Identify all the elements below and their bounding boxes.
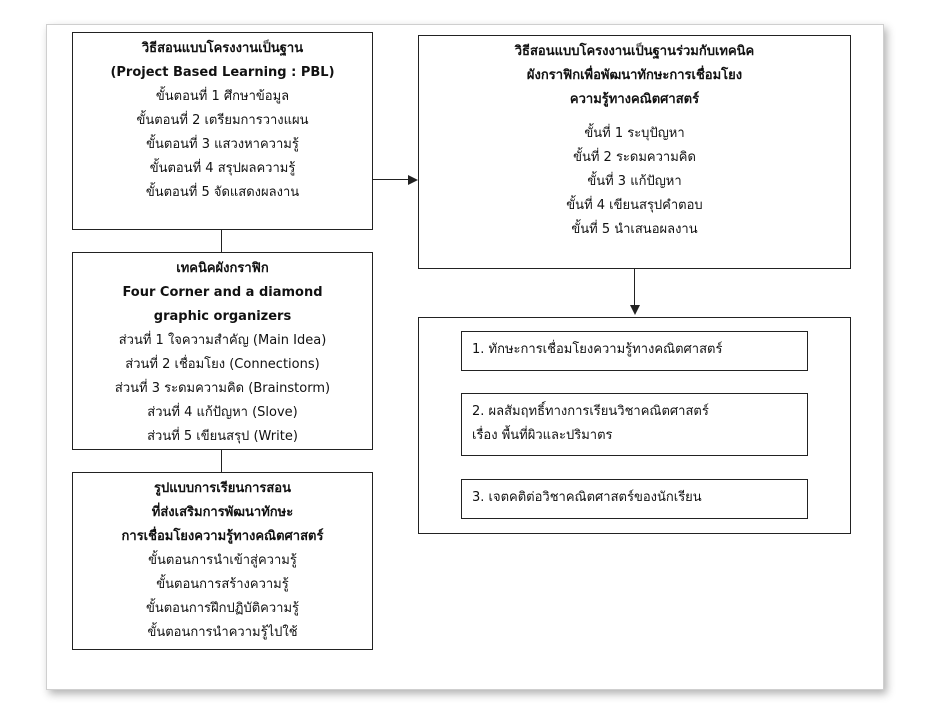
model-title: การเชื่อมโยงความรู้ทางคณิตศาสตร์	[121, 529, 324, 544]
pbl-title: วิธีสอนแบบโครงงานเป็นฐาน	[141, 41, 304, 56]
pbl-step: ขั้นตอนที่ 1 ศึกษาข้อมูล	[155, 89, 290, 104]
arrow-down-icon	[630, 305, 640, 315]
graphic-title: เทคนิคผังกราฟิก	[176, 261, 269, 276]
connector-line	[221, 450, 222, 472]
outcome-item	[461, 331, 808, 371]
graphic-part: ส่วนที่ 1 ใจความสำคัญ (Main Idea)	[118, 333, 327, 348]
connector-line	[221, 230, 222, 252]
outcome-text: เรื่อง พื้นที่ผิวและปริมาตร	[472, 428, 613, 443]
model-step: ขั้นตอนการฝึกปฏิบัติความรู้	[145, 601, 300, 616]
combined-method-box	[418, 35, 851, 269]
pbl-method-box	[72, 32, 373, 230]
model-title: รูปแบบการเรียนการสอน	[154, 481, 291, 496]
graphic-part: ส่วนที่ 2 เชื่อมโยง (Connections)	[125, 357, 320, 372]
graphic-subtitle: Four Corner and a diamond	[122, 285, 323, 300]
outcome-text: 1. ทักษะการเชื่อมโยงความรู้ทางคณิตศาสตร์	[472, 342, 723, 357]
pbl-step: ขั้นตอนที่ 3 แสวงหาความรู้	[146, 137, 299, 152]
combined-step: ขั้นที่ 5 นำเสนอผลงาน	[571, 222, 698, 237]
combined-step: ขั้นที่ 3 แก้ปัญหา	[587, 174, 682, 189]
teaching-model-box	[72, 472, 373, 650]
pbl-step: ขั้นตอนที่ 5 จัดแสดงผลงาน	[145, 185, 300, 200]
graphic-organizer-box	[72, 252, 373, 450]
model-step: ขั้นตอนการนำความรู้ไปใช้	[147, 625, 298, 640]
combined-step: ขั้นที่ 2 ระดมความคิด	[573, 150, 696, 165]
outcome-item	[461, 393, 808, 456]
combined-step: ขั้นที่ 1 ระบุปัญหา	[584, 126, 685, 141]
model-title: ที่ส่งเสริมการพัฒนาทักษะ	[151, 505, 294, 520]
combined-title: ผังกราฟิกเพื่อพัฒนาทักษะการเชื่อมโยง	[526, 68, 743, 83]
arrow-line	[634, 269, 635, 307]
pbl-step: ขั้นตอนที่ 2 เตรียมการวางแผน	[136, 113, 309, 128]
pbl-subtitle: (Project Based Learning : PBL)	[110, 65, 335, 80]
graphic-part: ส่วนที่ 4 แก้ปัญหา (Slove)	[147, 405, 298, 420]
model-step: ขั้นตอนการนำเข้าสู่ความรู้	[148, 553, 297, 568]
outcome-text: 3. เจตคติต่อวิชาคณิตศาสตร์ของนักเรียน	[472, 490, 702, 505]
outcome-text: 2. ผลสัมฤทธิ์ทางการเรียนวิชาคณิตศาสตร์	[472, 404, 709, 419]
graphic-subtitle: graphic organizers	[153, 309, 292, 324]
combined-title: ความรู้ทางคณิตศาสตร์	[569, 92, 700, 107]
combined-step: ขั้นที่ 4 เขียนสรุปคำตอบ	[566, 198, 703, 213]
pbl-step: ขั้นตอนที่ 4 สรุปผลความรู้	[149, 161, 296, 176]
model-step: ขั้นตอนการสร้างความรู้	[156, 577, 289, 592]
graphic-part: ส่วนที่ 5 เขียนสรุป (Write)	[147, 429, 298, 444]
arrow-right-icon	[408, 175, 418, 185]
arrow-line	[373, 179, 409, 180]
combined-title: วิธีสอนแบบโครงงานเป็นฐานร่วมกับเทคนิค	[514, 44, 755, 59]
graphic-part: ส่วนที่ 3 ระดมความคิด (Brainstorm)	[114, 381, 331, 396]
outcome-item	[461, 479, 808, 519]
